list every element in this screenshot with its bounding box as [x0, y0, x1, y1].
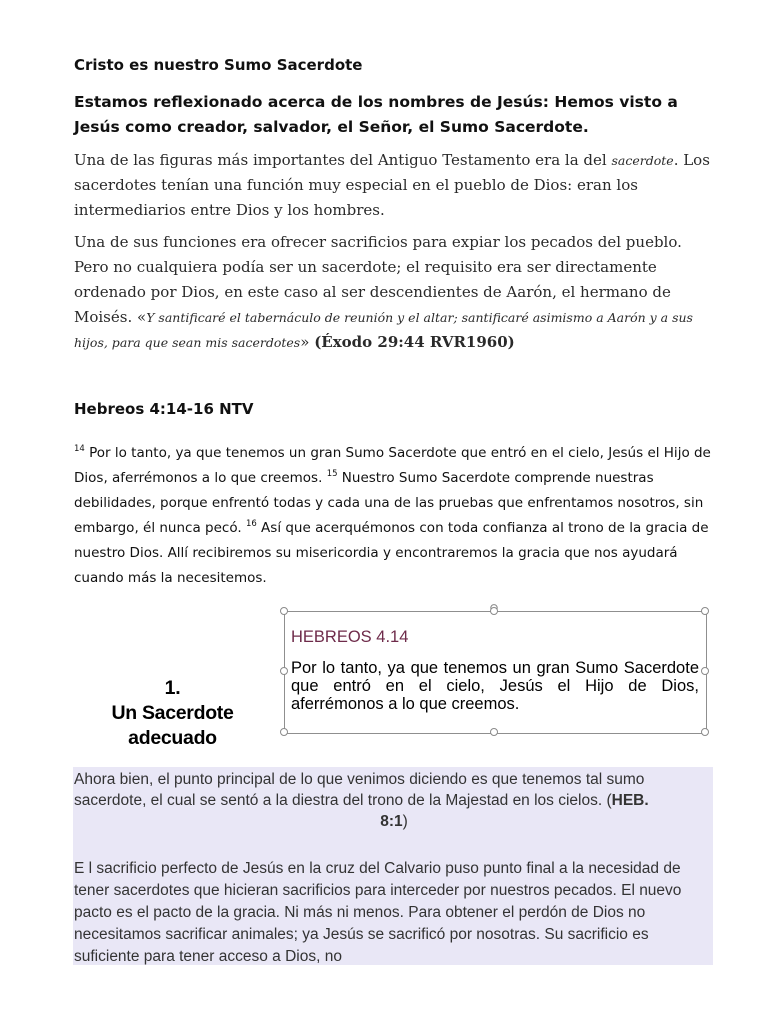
resize-handle-right[interactable] [701, 667, 709, 675]
intro-p1-text-b: . Los sacerdotes tenían una función muy especial en el pueblo de Dios: eran los intermediarios entre Dios y los hombres. [74, 151, 710, 219]
passage-text [74, 441, 719, 591]
highlighted-paragraph-2: E l sacrificio perfecto de Jesús en la cruz del Calvario puso punto final a la necesidad de tener sacerdotes que hicieran sacrificios para interceder por nuestros pecados. El nuevo pacto es el pacto de la gracia. Ni más ni menos. Para obtener el perdón de Dios no necesitamos sacrificar animales; ya Jesús se sacrificó por nosotras. Su sacrificio es suficiente para tener acceso a Dios, no [74, 860, 682, 965]
highlighted-paragraph-1 [74, 769, 714, 832]
quote-open: « [137, 308, 147, 326]
point-number: 1. [164, 677, 181, 699]
resize-handle-top[interactable] [490, 607, 498, 615]
exodus-quote: Y santificaré el tabernáculo de reunión y el altar; santificaré asimismo a Aarón y a sus hijos, para que sean mis sacerdotes [74, 310, 693, 350]
textbox-title: HEBREOS 4.14 [291, 628, 409, 646]
document-title: Cristo es nuestro Sumo Sacerdote [74, 56, 363, 74]
resize-handle-bottom-left[interactable] [280, 728, 288, 736]
highlighted-p1-text: Ahora bien, el punto principal de lo que venimos diciendo es que tenemos tal sumo sacerdote, el cual se sentó a la diestra del trono de la Majestad en los cielos. ( [74, 771, 645, 809]
hebrews-ref-part-a: HEB. [611, 792, 649, 809]
resize-handle-bottom-right[interactable] [701, 728, 709, 736]
exodus-reference: (Éxodo 29:44 RVR1960) [314, 333, 515, 351]
resize-handle-top-left[interactable] [280, 607, 288, 615]
resize-handle-left[interactable] [280, 667, 288, 675]
verse-14: Por lo tanto, ya que tenemos un gran Sumo Sacerdote que entró en el cielo, Jesús el Hijo de Dios, aferrémonos a lo que creemos. [74, 445, 711, 486]
resize-handle-top-right[interactable] [701, 607, 709, 615]
point-title-line-2: adecuado [128, 727, 217, 749]
intro-paragraph-2 [74, 230, 714, 355]
intro-p1-italic: sacerdote [611, 153, 674, 168]
intro-paragraph-1 [74, 148, 714, 223]
quote-close: » [300, 333, 315, 351]
point-heading [90, 676, 255, 751]
verse-16: Así que acerquémonos con toda confianza al trono de la gracia de nuestro Dios. Allí recibiremos su misericordia y encontraremos la gracia que nos ayudará cuando más la necesitemos. [74, 520, 709, 586]
verse-15: Nuestro Sumo Sacerdote comprende nuestras debilidades, porque enfrentó todas y cada una de las pruebas que enfrentamos nosotros, sin embargo, él nunca pecó. [74, 470, 704, 536]
textbox-body: Por lo tanto, ya que tenemos un gran Sumo Sacerdote que entró en el cielo, Jesús el Hijo de Dios, aferrémonos a lo que creemos. [291, 659, 699, 713]
hebrews-ref-close: ) [402, 813, 408, 830]
hebrews-ref-part-b: 8:1 [380, 813, 403, 830]
resize-handle-bottom[interactable] [490, 728, 498, 736]
hebrews-reference-line [74, 811, 714, 832]
document-subtitle: Estamos reflexionado acerca de los nombres de Jesús: Hemos visto a Jesús como creador, salvador, el Señor, el Sumo Sacerdote. [74, 93, 678, 136]
verse-number-14: 14 [74, 444, 85, 454]
passage-heading: Hebreos 4:14-16 NTV [74, 400, 254, 418]
intro-p2-text: Una de sus funciones era ofrecer sacrificios para expiar los pecados del pueblo. Pero no cualquiera podía ser un sacerdote; el requisito era ser directamente ordenado por Dios, en este caso al ser descendientes de Aarón, el hermano de Moisés. [74, 233, 682, 326]
intro-p1-text-a: Una de las figuras más importantes del Antiguo Testamento era la del [74, 151, 612, 169]
verse-number-15: 15 [326, 469, 338, 479]
verse-number-16: 16 [245, 519, 257, 529]
point-title-line-1: Un Sacerdote [111, 702, 234, 724]
